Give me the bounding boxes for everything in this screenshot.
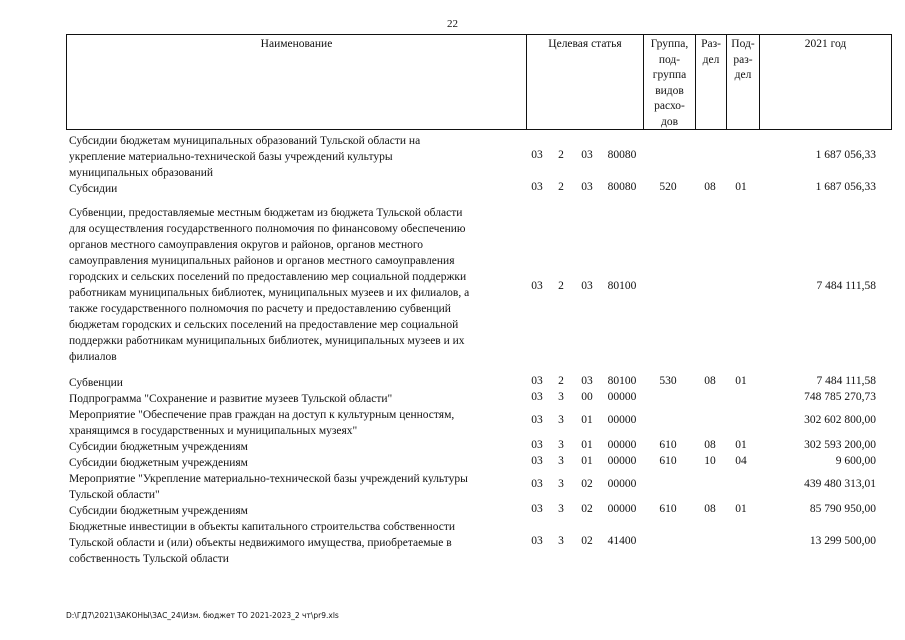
header-year: 2021 год xyxy=(759,35,891,129)
header-subsection-line: раз- xyxy=(733,53,753,66)
row-code-t2: 2 xyxy=(558,375,564,387)
row-name-line: Тульской области и (или) объекты недвижимого имущества, приобретаемые в xyxy=(69,537,452,549)
row-code-t4: 80080 xyxy=(607,149,637,161)
row-name-line: Субсидии бюджетным учреждениям xyxy=(69,457,248,469)
row-amount: 7 484 111,58 xyxy=(816,280,876,292)
row-name-line: самоуправления муниципальных районов и органов местного самоуправления xyxy=(69,255,455,267)
row-name-line: Субсидии бюджетным учреждениям xyxy=(69,441,248,453)
table-header xyxy=(66,34,892,130)
row-code-sec: 08 xyxy=(704,503,716,515)
row-code-sec: 10 xyxy=(704,455,716,467)
row-code-sub: 01 xyxy=(735,181,747,193)
row-code-t3: 02 xyxy=(581,478,593,490)
row-code-t3: 03 xyxy=(581,375,593,387)
row-name xyxy=(69,439,521,455)
header-group-line: Группа, xyxy=(650,38,689,50)
row-code-t1: 03 xyxy=(531,149,543,161)
row-code-t2: 3 xyxy=(558,391,564,403)
row-code-t4: 00000 xyxy=(607,478,637,490)
row-code-t3: 00 xyxy=(581,391,593,403)
row-name xyxy=(69,133,521,181)
row-code-t1: 03 xyxy=(531,280,543,292)
row-code-t4: 00000 xyxy=(607,503,637,515)
row-code-t4: 80080 xyxy=(607,181,637,193)
row-amount: 13 299 500,00 xyxy=(809,535,876,547)
row-name-line: Мероприятие "Обеспечение прав граждан на доступ к культурным ценностям, xyxy=(69,409,455,421)
row-code-t2: 2 xyxy=(558,149,564,161)
row-code-t4: 00000 xyxy=(607,391,637,403)
row-code-t4: 00000 xyxy=(607,439,637,451)
row-amount: 7 484 111,58 xyxy=(816,375,876,387)
page-number: 22 xyxy=(447,18,458,30)
file-path: D:\ГД7\2021\ЗАКОНЫ\ЗАС_24\Изм. бюджет ТО 2021-2023_2 чт\pr9.xls xyxy=(66,611,339,620)
row-name-line: хранящимся в государственных и муниципальных музеях" xyxy=(69,425,358,437)
row-code-t2: 2 xyxy=(558,280,564,292)
row-name-line: собственность Тульской области xyxy=(69,553,229,565)
row-code-t4: 00000 xyxy=(607,455,637,467)
header-group-line: под- xyxy=(658,53,681,66)
row-code-t1: 03 xyxy=(531,439,543,451)
header-section-line: дел xyxy=(702,53,720,66)
row-name-line: Субсидии бюджетным учреждениям xyxy=(69,505,248,517)
row-name xyxy=(69,455,521,471)
row-code-t2: 2 xyxy=(558,181,564,193)
row-code-t2: 3 xyxy=(558,455,564,467)
row-name-line: Мероприятие "Укрепление материально-технической базы учреждений культуры xyxy=(69,473,468,485)
header-subsection-line: Под- xyxy=(731,38,755,50)
row-name xyxy=(69,407,521,439)
header-target: Целевая статья xyxy=(526,35,643,129)
row-code-t3: 03 xyxy=(581,181,593,193)
row-name xyxy=(69,519,521,567)
row-code-t1: 03 xyxy=(531,391,543,403)
row-name xyxy=(69,205,521,365)
row-name xyxy=(69,391,521,407)
row-code-sub: 04 xyxy=(735,455,747,467)
row-amount: 748 785 270,73 xyxy=(804,391,876,403)
row-amount: 302 602 800,00 xyxy=(804,414,876,426)
row-code-grp: 530 xyxy=(659,375,677,387)
row-code-t3: 03 xyxy=(581,280,593,292)
row-code-grp: 520 xyxy=(659,181,677,193)
row-code-t1: 03 xyxy=(531,181,543,193)
row-name-line: поддержки работникам муниципальных библиотек, муниципальных музеев и их xyxy=(69,335,465,347)
row-amount: 302 593 200,00 xyxy=(804,439,876,451)
row-name xyxy=(69,503,521,519)
row-amount: 1 687 056,33 xyxy=(815,181,876,193)
row-code-t3: 01 xyxy=(581,455,593,467)
row-code-sec: 08 xyxy=(704,375,716,387)
header-name: Наименование xyxy=(260,38,333,50)
row-name-line: работникам муниципальных библиотек, муниципальных музеев и их филиалов, а xyxy=(69,287,470,299)
header-group-line: видов xyxy=(655,84,684,97)
row-name-line: Субсидии бюджетам муниципальных образований Тульской области на xyxy=(69,135,421,147)
header-group-line: группа xyxy=(652,69,687,81)
row-code-sub: 01 xyxy=(735,439,747,451)
row-code-t3: 01 xyxy=(581,439,593,451)
header-section xyxy=(695,35,726,129)
row-code-grp: 610 xyxy=(659,503,677,515)
row-code-t2: 3 xyxy=(558,478,564,490)
row-name xyxy=(69,471,521,503)
row-name-line: Тульской области" xyxy=(69,489,160,501)
row-code-sub: 01 xyxy=(735,503,747,515)
row-code-t1: 03 xyxy=(531,535,543,547)
row-code-t3: 02 xyxy=(581,535,593,547)
row-name-line: Субвенции xyxy=(69,377,123,389)
row-code-t3: 01 xyxy=(581,414,593,426)
row-name-line: для осуществления государственного полномочия по финансовому обеспечению xyxy=(69,223,466,235)
row-amount: 439 480 313,01 xyxy=(804,478,876,490)
header-group-line: расхо- xyxy=(654,100,685,112)
row-code-t4: 80100 xyxy=(607,375,637,387)
row-name-line: также государственного полномочия по расчету и предоставлению субвенций xyxy=(69,303,451,315)
row-name-line: укрепление материально-технической базы учреждений культуры xyxy=(69,151,393,163)
row-code-t2: 3 xyxy=(558,503,564,515)
row-amount: 9 600,00 xyxy=(835,455,876,467)
header-subsection-line: дел xyxy=(734,69,752,81)
row-code-t2: 3 xyxy=(558,414,564,426)
row-code-grp: 610 xyxy=(659,439,677,451)
row-name-line: Субсидии xyxy=(69,183,118,195)
row-name-line: органов местного самоуправления округов и районов, органов местного xyxy=(69,239,424,251)
row-name-line: Субвенции, предоставляемые местным бюджетам из бюджета Тульской области xyxy=(69,207,463,219)
row-name-line: бюджетам городских и сельских поселений на предоставление мер социальной xyxy=(69,319,459,331)
row-code-t3: 03 xyxy=(581,149,593,161)
row-code-t1: 03 xyxy=(531,455,543,467)
row-amount: 1 687 056,33 xyxy=(815,149,876,161)
row-amount: 85 790 950,00 xyxy=(809,503,876,515)
row-name-line: Бюджетные инвестиции в объекты капитального строительства собственности xyxy=(69,521,456,533)
row-code-t1: 03 xyxy=(531,375,543,387)
row-code-t2: 3 xyxy=(558,535,564,547)
row-code-sub: 01 xyxy=(735,375,747,387)
row-code-t4: 00000 xyxy=(607,414,637,426)
row-code-t4: 41400 xyxy=(607,535,637,547)
row-name-line: муниципальных образований xyxy=(69,167,214,179)
header-section-line: Раз- xyxy=(701,38,721,50)
row-code-t1: 03 xyxy=(531,478,543,490)
row-code-t2: 3 xyxy=(558,439,564,451)
header-subsection xyxy=(726,35,759,129)
row-code-t4: 80100 xyxy=(607,280,637,292)
row-code-t3: 02 xyxy=(581,503,593,515)
row-name-line: городских и сельских поселений по предоставлению мер социальной поддержки xyxy=(69,271,467,283)
header-group xyxy=(643,35,695,129)
row-name xyxy=(69,181,521,197)
row-code-grp: 610 xyxy=(659,455,677,467)
header-group-line: дов xyxy=(660,115,679,128)
row-name-line: Подпрограмма "Сохранение и развитие музеев Тульской области" xyxy=(69,393,393,405)
row-code-sec: 08 xyxy=(704,439,716,451)
row-name xyxy=(69,375,521,391)
row-code-sec: 08 xyxy=(704,181,716,193)
row-code-t1: 03 xyxy=(531,414,543,426)
row-code-t1: 03 xyxy=(531,503,543,515)
row-name-line: филиалов xyxy=(69,351,117,363)
